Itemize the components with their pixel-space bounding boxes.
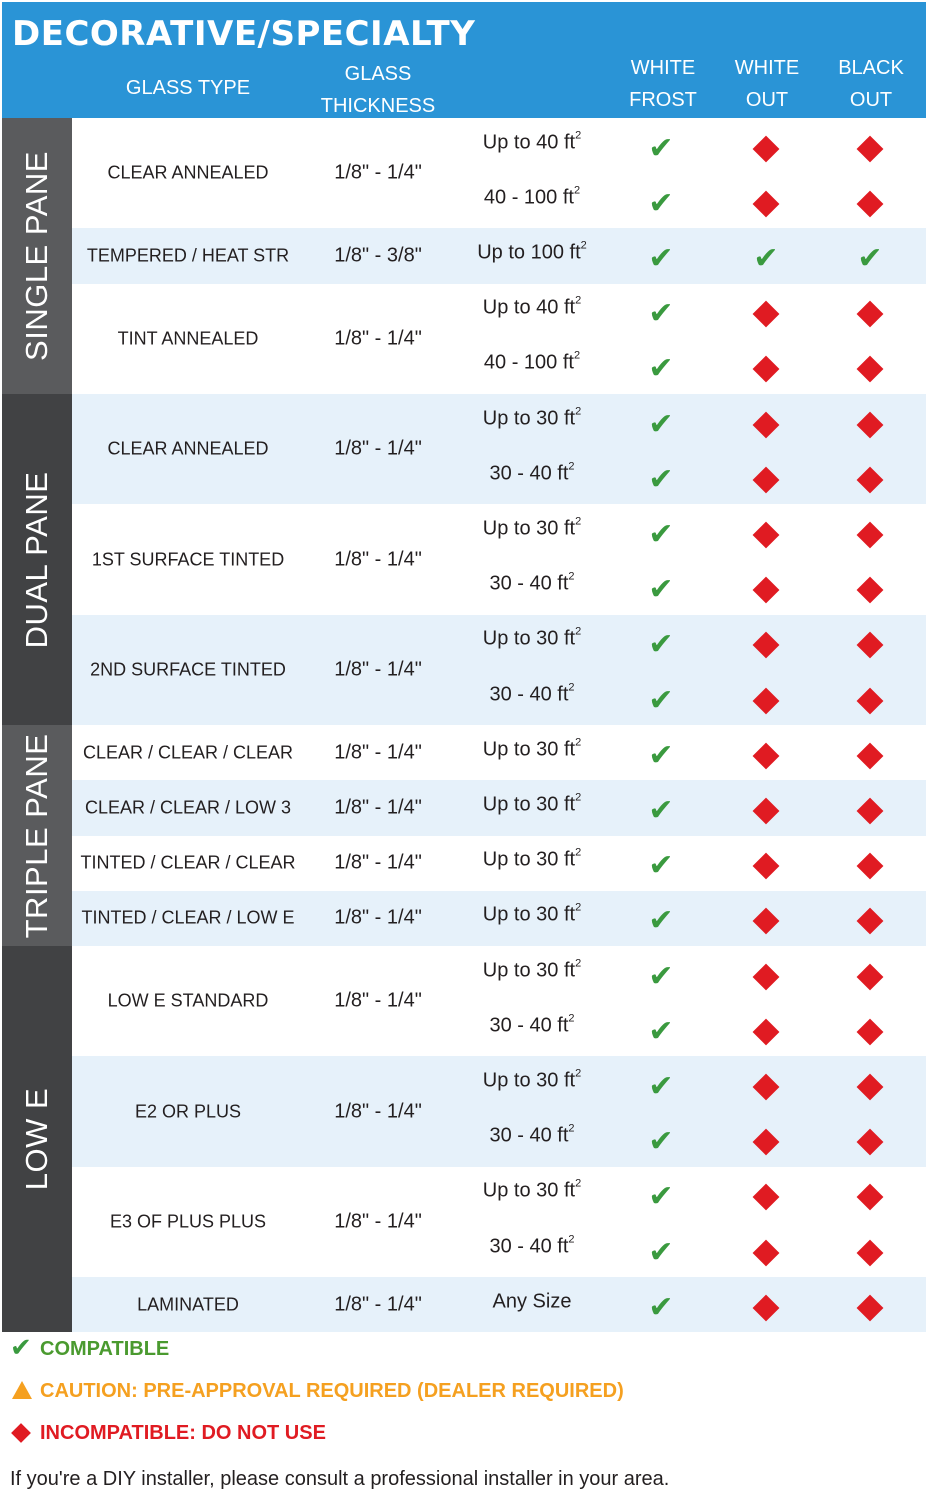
size-range-text: 30 - 40 ft (489, 1124, 569, 1147)
incompatible-diamond-icon (753, 742, 780, 769)
glass-type-cell: 1ST SURFACE TINTED (91, 549, 285, 570)
check-icon: ✔ (10, 1332, 32, 1362)
size-range-text: 30 - 40 ft (489, 572, 569, 595)
size-range-text: Up to 40 ft (482, 296, 576, 319)
glass-type-cell: TEMPERED / HEAT STR (86, 245, 290, 266)
incompatible-diamond-icon (753, 963, 780, 990)
size-range-text: Up to 30 ft (482, 903, 576, 926)
incompatible-diamond-icon (753, 1184, 780, 1211)
column-header-white-frost: WHITE FROST (629, 57, 697, 111)
glass-type-cell: 2ND SURFACE TINTED (90, 659, 286, 680)
size-range-cell (483, 738, 581, 761)
section-dual-pane (2, 394, 72, 725)
size-range-cell (489, 1235, 574, 1258)
compatible-check-icon: ✔ (648, 793, 674, 827)
compatible-check-icon: ✔ (648, 959, 674, 993)
glass-type-cell: TINTED / CLEAR / LOW E (81, 907, 295, 928)
incompatible-diamond-icon (753, 1294, 780, 1321)
glass-thickness-cell: 1/8" - 3/8" (334, 244, 422, 267)
size-range-cell (484, 186, 580, 209)
incompatible-diamond-icon (857, 853, 884, 880)
section-single-pane (2, 118, 72, 394)
incompatible-diamond-icon (753, 301, 780, 328)
size-range-text: 40 - 100 ft (483, 186, 574, 209)
size-range-cell (483, 517, 581, 540)
compatible-check-icon: ✔ (648, 1125, 674, 1159)
size-unit-exponent: 2 (573, 184, 581, 197)
incompatible-diamond-icon (753, 356, 780, 383)
table-header (2, 2, 926, 118)
glass-type-group (72, 836, 926, 891)
compatible-check-icon: ✔ (648, 186, 674, 220)
size-range-cell (483, 131, 581, 154)
incompatible-diamond-icon (857, 1074, 884, 1101)
glass-thickness-cell: 1/8" - 1/4" (334, 741, 422, 764)
glass-type-cell: CLEAR ANNEALED (107, 438, 269, 459)
size-range-cell (482, 625, 582, 651)
incompatible-diamond-icon (857, 687, 884, 714)
size-range-cell (489, 1014, 574, 1037)
incompatible-diamond-icon (857, 798, 884, 825)
section-label: TRIPLE PANE (19, 733, 54, 938)
glass-type-group (72, 1167, 926, 1277)
size-unit-exponent: 2 (568, 1233, 575, 1246)
glass-thickness-cell: 1/8" - 1/4" (334, 161, 422, 184)
column-header-black-out: BLACK OUT (838, 57, 904, 111)
compatible-check-icon: ✔ (648, 407, 674, 441)
size-range-cell (489, 462, 574, 485)
glass-type-cell: CLEAR ANNEALED (107, 162, 269, 183)
size-range-cell (489, 570, 575, 596)
incompatible-diamond-icon (753, 190, 780, 217)
compatible-check-icon: ✔ (648, 904, 674, 938)
section-label: SINGLE PANE (19, 151, 54, 361)
incompatible-diamond-icon (857, 301, 884, 328)
glass-thickness-cell: 1/8" - 1/4" (334, 796, 422, 819)
glass-type-group (72, 284, 926, 394)
compatible-check-icon: ✔ (648, 131, 674, 165)
incompatible-diamond-icon (857, 632, 884, 659)
incompatible-diamond-icon (753, 853, 780, 880)
incompatible-diamond-icon (753, 1074, 780, 1101)
glass-type-group (72, 504, 926, 614)
size-range-cell (482, 846, 582, 872)
size-unit-exponent: 2 (573, 349, 581, 362)
glass-thickness-cell: 1/8" - 1/4" (334, 1210, 422, 1233)
column-header-white-out: WHITE OUT (734, 57, 800, 111)
legend-incompatible-text: INCOMPATIBLE: DO NOT USE (40, 1422, 326, 1444)
column-header-glass-type: GLASS TYPE (125, 77, 251, 99)
size-range-cell (482, 901, 582, 927)
glass-type-group (72, 780, 926, 835)
glass-type-cell: TINTED / CLEAR / CLEAR (80, 852, 296, 873)
diy-note: If you're a DIY installer, please consult a professional installer in your area. (10, 1468, 670, 1490)
size-range-cell (482, 294, 582, 320)
incompatible-diamond-icon (753, 798, 780, 825)
size-unit-exponent: 2 (575, 625, 582, 638)
compatible-check-icon: ✔ (648, 1014, 674, 1048)
incompatible-diamond-icon (857, 1018, 884, 1045)
size-range-text: 30 - 40 ft (489, 1014, 569, 1037)
compatible-check-icon: ✔ (648, 573, 674, 607)
glass-type-cell: CLEAR / CLEAR / LOW 3 (84, 797, 292, 818)
compatible-check-icon: ✔ (648, 297, 674, 331)
size-unit-exponent: 2 (575, 405, 582, 418)
size-unit-exponent: 2 (568, 1012, 575, 1025)
glass-thickness-cell: 1/8" - 1/4" (334, 1293, 422, 1316)
size-unit-exponent: 2 (568, 460, 575, 473)
compatible-check-icon: ✔ (648, 1180, 674, 1214)
incompatible-diamond-icon (857, 742, 884, 769)
size-range-text: Up to 30 ft (482, 627, 576, 650)
incompatible-diamond-icon (857, 522, 884, 549)
glass-type-group (72, 228, 926, 283)
incompatible-diamond-icon (857, 1294, 884, 1321)
size-range-cell (483, 1069, 581, 1092)
compatible-check-icon: ✔ (648, 1069, 674, 1103)
glass-type-group (72, 615, 926, 725)
compatible-check-icon: ✔ (753, 241, 779, 275)
page-title: DECORATIVE/SPECIALTY (12, 14, 476, 54)
size-unit-exponent: 2 (568, 1122, 575, 1135)
incompatible-diamond-icon (857, 908, 884, 935)
glass-type-group (72, 1277, 926, 1332)
compatible-check-icon: ✔ (648, 1290, 674, 1324)
size-unit-exponent: 2 (575, 129, 582, 142)
incompatible-diamond-icon (857, 1129, 884, 1156)
section-label: LOW E (19, 1087, 54, 1191)
glass-thickness-cell: 1/8" - 1/4" (334, 437, 422, 460)
compatible-check-icon: ✔ (648, 462, 674, 496)
compatible-check-icon: ✔ (648, 849, 674, 883)
column-header-glass-thickness: GLASS THICKNESS (320, 63, 436, 117)
size-range-text: Up to 30 ft (482, 848, 576, 871)
size-range-text: Up to 30 ft (482, 959, 576, 982)
incompatible-diamond-icon (753, 1018, 780, 1045)
incompatible-diamond-icon (857, 1239, 884, 1266)
compatible-check-icon: ✔ (857, 241, 883, 275)
size-unit-exponent: 2 (575, 1067, 582, 1080)
size-range-text: 30 - 40 ft (489, 683, 569, 706)
size-unit-exponent: 2 (575, 1177, 582, 1190)
incompatible-diamond-icon (857, 577, 884, 604)
compatible-check-icon: ✔ (648, 352, 674, 386)
incompatible-diamond-icon (753, 135, 780, 162)
size-range-text: Up to 30 ft (482, 517, 576, 540)
incompatible-diamond-icon (753, 522, 780, 549)
glass-thickness-cell: 1/8" - 1/4" (334, 851, 422, 874)
size-range-text: Up to 30 ft (482, 407, 576, 430)
glass-type-group (72, 394, 926, 504)
glass-type-cell: E3 OF PLUS PLUS (109, 1211, 267, 1232)
size-range-text: Up to 30 ft (482, 793, 576, 816)
incompatible-diamond-icon (753, 411, 780, 438)
size-unit-exponent: 2 (568, 570, 575, 583)
red-diamond-icon (11, 1423, 31, 1443)
size-range-text: Any Size (492, 1290, 572, 1313)
size-range-text: 40 - 100 ft (483, 351, 574, 374)
compatible-check-icon: ✔ (648, 738, 674, 772)
incompatible-diamond-icon (753, 1239, 780, 1266)
glass-type-group (72, 891, 926, 946)
size-range-text: 30 - 40 ft (489, 1235, 569, 1258)
glass-type-cell: LOW E STANDARD (107, 990, 269, 1011)
incompatible-diamond-icon (857, 190, 884, 217)
glass-thickness-cell: 1/8" - 1/4" (334, 906, 422, 929)
glass-type-cell: LAMINATED (137, 1294, 239, 1315)
compatible-check-icon: ✔ (648, 1235, 674, 1269)
size-range-cell (483, 793, 581, 816)
glass-thickness-cell: 1/8" - 1/4" (334, 658, 422, 681)
size-range-cell (493, 1290, 572, 1313)
size-range-text: Up to 30 ft (482, 1179, 576, 1202)
size-range-cell (483, 349, 581, 375)
size-unit-exponent: 2 (575, 791, 582, 804)
incompatible-diamond-icon (857, 135, 884, 162)
glass-type-group (72, 118, 926, 228)
size-range-text: Up to 30 ft (482, 738, 576, 761)
size-range-text: Up to 40 ft (482, 131, 576, 154)
glass-type-cell: CLEAR / CLEAR / CLEAR (82, 742, 294, 763)
compatible-check-icon: ✔ (648, 683, 674, 717)
incompatible-diamond-icon (857, 1184, 884, 1211)
size-unit-exponent: 2 (575, 294, 582, 307)
incompatible-diamond-icon (857, 356, 884, 383)
warning-triangle-icon (12, 1381, 32, 1399)
incompatible-diamond-icon (857, 466, 884, 493)
glass-thickness-cell: 1/8" - 1/4" (334, 548, 422, 571)
compatible-check-icon: ✔ (648, 517, 674, 551)
glass-thickness-cell: 1/8" - 1/4" (334, 327, 422, 350)
legend-caution-text: CAUTION: PRE-APPROVAL REQUIRED (DEALER REQUIRED) (40, 1380, 624, 1402)
incompatible-diamond-icon (857, 411, 884, 438)
glass-type-cell: E2 OR PLUS (134, 1101, 242, 1122)
size-unit-exponent: 2 (575, 515, 582, 528)
size-unit-exponent: 2 (575, 901, 582, 914)
incompatible-diamond-icon (753, 1129, 780, 1156)
incompatible-diamond-icon (753, 908, 780, 935)
legend-compatible-text: COMPATIBLE (40, 1338, 170, 1360)
glass-type-group (72, 1056, 926, 1166)
section-triple-pane (2, 725, 72, 946)
compatible-check-icon: ✔ (648, 241, 674, 275)
size-range-cell (482, 1177, 582, 1203)
glass-type-group (72, 946, 926, 1056)
size-range-text: 30 - 40 ft (489, 462, 569, 485)
size-range-cell (477, 241, 587, 264)
size-range-cell (483, 959, 581, 982)
size-range-cell (489, 1122, 575, 1148)
compatible-check-icon: ✔ (648, 628, 674, 662)
incompatible-diamond-icon (753, 577, 780, 604)
incompatible-diamond-icon (753, 687, 780, 714)
incompatible-diamond-icon (857, 963, 884, 990)
size-unit-exponent: 2 (575, 846, 582, 859)
size-range-cell (489, 683, 574, 706)
size-range-text: Up to 30 ft (482, 1069, 576, 1092)
section-label: DUAL PANE (19, 471, 54, 648)
incompatible-diamond-icon (753, 632, 780, 659)
size-unit-exponent: 2 (580, 239, 587, 252)
incompatible-diamond-icon (753, 466, 780, 493)
size-unit-exponent: 2 (568, 681, 575, 694)
size-range-cell (483, 407, 581, 430)
size-range-text: Up to 100 ft (477, 241, 581, 264)
section-low-e (2, 946, 72, 1332)
glass-type-group (72, 725, 926, 780)
glass-type-cell: TINT ANNEALED (117, 328, 259, 349)
glass-thickness-cell: 1/8" - 1/4" (334, 1100, 422, 1123)
size-unit-exponent: 2 (575, 736, 582, 749)
size-unit-exponent: 2 (575, 957, 582, 970)
glass-thickness-cell: 1/8" - 1/4" (334, 989, 422, 1012)
